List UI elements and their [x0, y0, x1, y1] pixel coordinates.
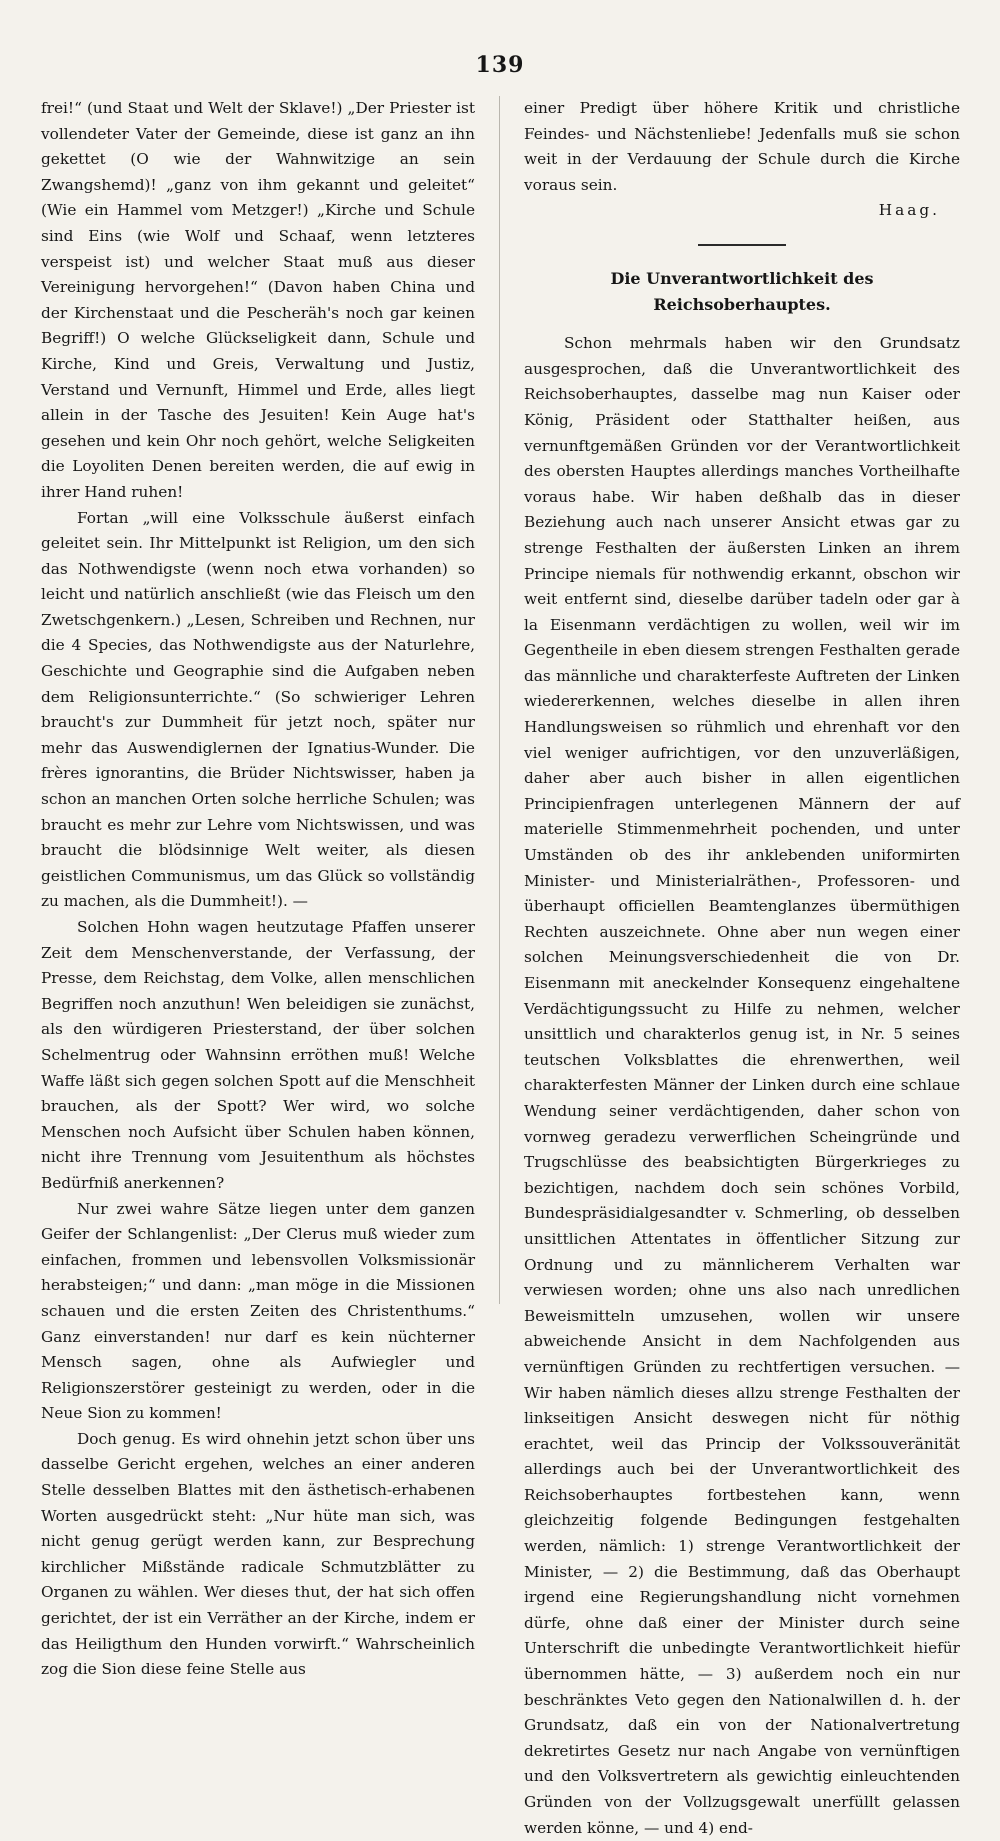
right-column: [524, 96, 960, 1841]
paragraph: Solchen Hohn wagen heutzutage Pfaffen unserer Zeit dem Menschenverstande, der Verfassung, der Presse, dem Reichstag, dem Volke, allen menschlichen Begriffen noch anzuthun! Wen beleidigen sie zunächst, als den würdigeren Priesterstand, der über solchen Schelmentrug oder Wahnsinn erröthen muß! Welche Waffe läßt sich gegen solchen Spott auf die Menschheit brauchen, als der Spott? Wer wird, wo solche Menschen noch Aufsicht über Schulen haben können, nicht ihre Trennung vom Jesuitenthum als höchstes Bedürfniß anerkennen?: [41, 918, 475, 1192]
previous-article-end: [524, 96, 960, 224]
paragraph: einer Predigt über höhere Kritik und christliche Feindes- und Nächstenliebe! Jedenfalls muß sie schon weit in der Verdauung der Schule durch die Kirche voraus sein.: [524, 99, 960, 194]
left-column: [41, 96, 475, 1683]
paragraph: Schon mehrmals haben wir den Grundsatz ausgesprochen, daß die Unverantwortlichkeit des Reichsoberhauptes, dasselbe mag nun Kaiser oder König, Präsident oder Statthalter heißen, aus vernunftgemäßen Gründen vor der Verantwortlichkeit des obersten Hauptes allerdings manches Vortheilhafte voraus habe. Wir haben deßhalb das in dieser Beziehung auch nach unserer Ansicht etwas gar zu strenge Festhalten der äußersten Linken an ihrem Principe niemals für nothwendig erkannt, obschon wir weit entfernt sind, dieselbe darüber tadeln oder gar à la Eisenmann verdächtigen zu wollen, weil wir im Gegentheile in eben diesem strengen Festhalten gerade das männliche und charakterfeste Auftreten der Linken wiedererkennen, welches dieselbe in allen ihren Handlungsweisen so rühmlich und ehrenhaft vor den viel weniger aufrichtigen, vor den unzuverläßigen, daher aber auch bisher in allen eigentlichen Principienfragen unterlegenen Männern der auf materielle Stimmenmehrheit pochenden, und unter Umständen ob des ihr anklebenden uniformirten Minister- und Ministerialräthen-, Professoren- und überhaupt officiellen Beamtenglanzes übermüthigen Rechten auszeichnete. Ohne aber nun wegen einer solchen Meinungsverschiedenheit die von Dr. Eisenmann mit aneckelnder Konsequenz eingehaltene Verdächtigungssucht zu Hilfe zu nehmen, welcher unsittlich und charakterlos genug ist, in Nr. 5 seines teutschen Volksblattes die ehrenwerthen, weil charakterfesten Männer der Linken durch eine schlaue Wendung seiner verdächtigenden, daher schon von vornweg geradezu verwerflichen Scheingründe und Trugschlüsse des beabsichtigten Bürgerkrieges zu bezichtigen, nachdem doch sein schönes Vorbild, Bundespräsidialgesandter v. Schmerling, ob desselben unsittlichen Attentates in öffentlicher Sitzung zur Ordnung und zu männlicherem Verhalten war verwiesen worden; ohne uns also nach unredlichen Beweismitteln umzusehen, wollen wir unsere abweichende Ansicht in dem Nachfolgenden aus vernünftigen Gründen zu rechtfertigen versuchen. — Wir haben nämlich dieses allzu strenge Festhalten der linkseitigen Ansicht deswegen nicht für nöthig erachtet, weil das Princip der Volkssouveränität allerdings auch bei der Unverantwortlichkeit des Reichsoberhauptes fortbestehen kann, wenn gleichzeitig folgende Bedingungen festgehalten werden, nämlich: 1) strenge Verantwortlichkeit der Minister, — 2) die Bestimmung, daß das Oberhaupt irgend eine Regierungshandlung nicht vornehmen dürfe, ohne daß einer der Minister durch seine Unterschrift die unbedingte Verantwortlichkeit hiefür übernommen hätte, — 3) außerdem noch ein nur beschränktes Veto gegen den Nationalwillen d. h. der Grundsatz, daß ein von der Nationalvertretung dekretirtes Gesetz nur nach Angabe von vernünftigen und den Volksvertretern als gewichtig einleuchtenden Gründen von der Vollzugsgewalt unerfüllt gelassen werden könne, — und 4) end-: [524, 334, 960, 1837]
article-heading: Die Unverantwortlichkeit des Reichsoberhauptes.: [610, 268, 874, 314]
paragraph: frei!“ (und Staat und Welt der Sklave!) „Der Priester ist vollendeter Vater der Gemeinde, diese ist ganz an ihn gekettet (O wie der Wahnwitzige an sein Zwangshemd)! „ganz von ihm gekannt und geleitet“ (Wie ein Hammel vom Metzger!) „Kirche und Schule sind Eins (wie Wolf und Schaaf, wenn letzteres verspeist ist) und welcher Staat muß aus dieser Vereinigung hervorgehen!“ (Davon haben China und der Kirchenstaat und die Pescheräh's noch gar keinen Begriff!) O welche Glückseligkeit dann, Schule und Kirche, Kind und Greis, Verwaltung und Justiz, Verstand und Vernunft, Himmel und Erde, alles liegt allein in der Tasche des Jesuiten! Kein Auge hat's gesehen und kein Ohr noch gehört, welche Seligkeiten die Loyoliten Denen bereiten werden, die auf ewig in ihrer Hand ruhen!: [41, 99, 475, 501]
paragraph: Fortan „will eine Volksschule äußerst einfach geleitet sein. Ihr Mittelpunkt ist Religion, um den sich das Nothwendigste (wenn noch etwa vorhanden) so leicht und natürlich anschließt (wie das Fleisch um den Zwetschgenkern.) „Lesen, Schreiben und Rechnen, nur die 4 Species, das Nothwendigste aus der Naturlehre, Geschichte und Geographie sind die Aufgaben neben dem Religionsunterrichte.“ (So schwieriger Lehren braucht's zur Dummheit für jetzt noch, später nur mehr das Auswendiglernen der Ignatius-Wunder. Die frères ignorantins, die Brüder Nichtswisser, haben ja schon an manchen Orten solche herrliche Schulen; was braucht es mehr zur Lehre vom Nichtswissen, und was braucht die blödsinnige Welt weiter, als diesen geistlichen Communismus, um das Glück so vollständig zu machen, als die Dummheit!). —: [41, 508, 475, 911]
page-number: 139: [475, 52, 525, 78]
paragraph: Doch genug. Es wird ohnehin jetzt schon über uns dasselbe Gericht ergehen, welches an einer anderen Stelle desselben Blattes mit den ästhetisch-erhabenen Worten ausgedrückt steht: „Nur hüte man sich, was nicht genug gerügt werden kann, zur Besprechung kirchlicher Mißstände radicale Schmutzblätter zu Organen zu wählen. Wer dieses thut, der hat sich offen gerichtet, der ist ein Verräther an der Kirche, indem er das Heiligthum den Hunden vorwirft.“ Wahrscheinlich zog die Sion diese feine Stelle aus: [41, 1429, 475, 1679]
article-body: [524, 331, 960, 1841]
section-rule: [698, 244, 786, 246]
column-divider: [499, 96, 500, 1304]
author-signature: Haag.: [878, 201, 940, 220]
paragraph: Nur zwei wahre Sätze liegen unter dem ganzen Geifer der Schlangenlist: „Der Clerus muß wieder zum einfachen, frommen und lebensvollen Volksmissionär herabsteigen;“ und dann: „man möge in die Missionen schauen und die ersten Zeiten des Christenthums.“ Ganz einverstanden! nur darf es kein nüchterner Mensch sagen, ohne als Aufwiegler und Religionszerstörer gesteinigt zu werden, oder in die Neue Sion zu kommen!: [41, 1199, 475, 1423]
